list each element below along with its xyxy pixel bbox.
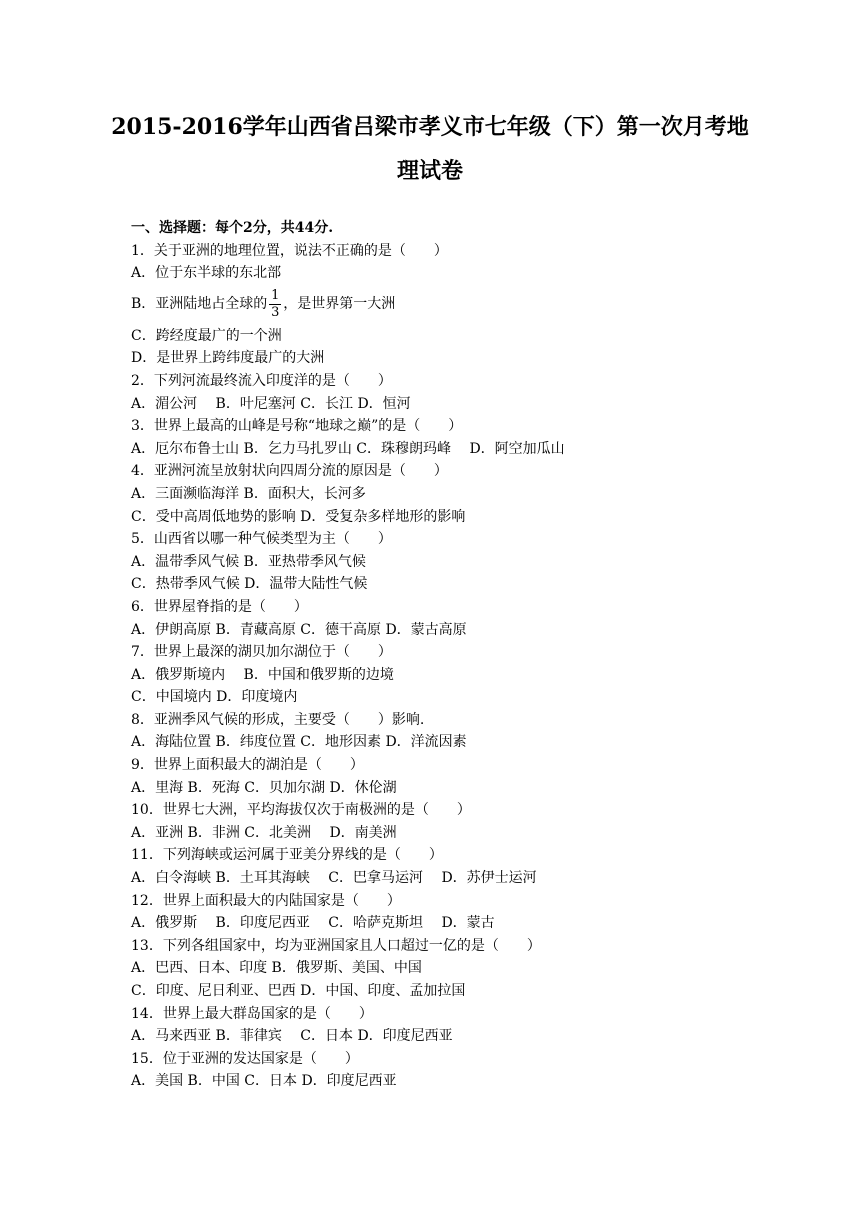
option-line: A．俄罗斯境内 B．中国和俄罗斯的边境	[131, 666, 394, 683]
question-stem: 4．亚洲河流呈放射状向四周分流的原因是（ ）	[131, 463, 448, 480]
option-line: C．受中高周低地势的影响 D．受复杂多样地形的影响	[131, 508, 466, 525]
option-line: A．里海 B．死海 C．贝加尔湖 D．休伦湖	[131, 779, 397, 796]
option-line: A．美国 B．中国 C．日本 D．印度尼西亚	[131, 1073, 397, 1090]
option-line: C．跨经度最广的一个洲	[131, 327, 282, 344]
option-line: D．是世界上跨纬度最广的大洲	[131, 350, 325, 367]
question-stem: 10．世界七大洲，平均海拔仅次于南极洲的是（ ）	[131, 802, 471, 819]
question-stem: 6．世界屋脊指的是（ ）	[131, 598, 308, 615]
question-stem: 7．世界上最深的湖贝加尔湖位于（ ）	[131, 644, 392, 661]
option-line: A．白令海峡 B．土耳其海峡 C．巴拿马运河 D．苏伊士运河	[131, 870, 537, 887]
option-line	[131, 285, 731, 325]
question-stem: 9．世界上面积最大的湖泊是（ ）	[131, 757, 364, 774]
exam-content	[131, 217, 731, 1093]
fraction-denominator: 3	[271, 305, 280, 321]
fraction	[269, 289, 281, 320]
question-stem: 8．亚洲季风气候的形成，主要受（ ）影响.	[131, 711, 425, 728]
question-stem: 12．世界上面积最大的内陆国家是（ ）	[131, 892, 401, 909]
question-stem: 5．山西省以哪一种气候类型为主（ ）	[131, 531, 392, 548]
option-line: A．三面濒临海洋 B．面积大，长河多	[131, 485, 366, 502]
section-heading: 一、选择题：每个2分，共44分.	[131, 220, 334, 236]
option-line: A．湄公河 B．叶尼塞河 C．长江 D．恒河	[131, 395, 411, 412]
exam-title-line-1: 2015-2016学年山西省吕梁市孝义市七年级（下）第一次月考地	[111, 114, 749, 140]
option-line: C．印度、尼日利亚、巴西 D．中国、印度、孟加拉国	[131, 983, 466, 999]
option-line: A．位于东半球的东北部	[131, 265, 282, 282]
question-stem: 1．关于亚洲的地理位置，说法不正确的是（ ）	[131, 242, 448, 259]
option-line: C．热带季风气候 D．温带大陆性气候	[131, 576, 368, 593]
question-stem: 2．下列河流最终流入印度洋的是（ ）	[131, 372, 392, 389]
question-stem: 11．下列海峡或运河属于亚美分界线的是（ ）	[131, 847, 443, 864]
option-line: A．海陆位置 B．纬度位置 C．地形因素 D．洋流因素	[131, 734, 467, 751]
option-line: A．温带季风气候 B．亚热带季风气候	[131, 553, 366, 570]
option-line: A．马来西亚 B．菲律宾 C．日本 D．印度尼西亚	[131, 1028, 453, 1045]
question-stem: 15．位于亚洲的发达国家是（ ）	[131, 1050, 359, 1067]
option-line: A．伊朗高原 B．青藏高原 C．德干高原 D．蒙古高原	[131, 621, 467, 638]
option-text: ，是世界第一大洲	[283, 296, 396, 313]
option-line: A．俄罗斯 B．印度尼西亚 C．哈萨克斯坦 D．蒙古	[131, 915, 495, 932]
exam-title-line-2: 理试卷	[396, 158, 463, 184]
option-line: A．厄尔布鲁士山 B．乞力马扎罗山 C．珠穆朗玛峰 D．阿空加瓜山	[131, 440, 565, 457]
question-stem: 13．下列各组国家中，均为亚洲国家且人口超过一亿的是（ ）	[131, 937, 541, 954]
fraction-numerator: 1	[271, 288, 280, 304]
option-line: A．亚洲 B．非洲 C．北美洲 D．南美洲	[131, 824, 397, 841]
question-list	[131, 370, 731, 1093]
question-stem: 3．世界上最高的山峰是号称“地球之巅”的是（ ）	[131, 418, 463, 435]
option-line: A．巴西、日本、印度 B．俄罗斯、美国、中国	[131, 960, 422, 977]
question-stem: 14．世界上最大群岛国家的是（ ）	[131, 1005, 373, 1022]
option-text: B．亚洲陆地占全球的	[131, 296, 268, 313]
option-line: C．中国境内 D．印度境内	[131, 689, 298, 706]
